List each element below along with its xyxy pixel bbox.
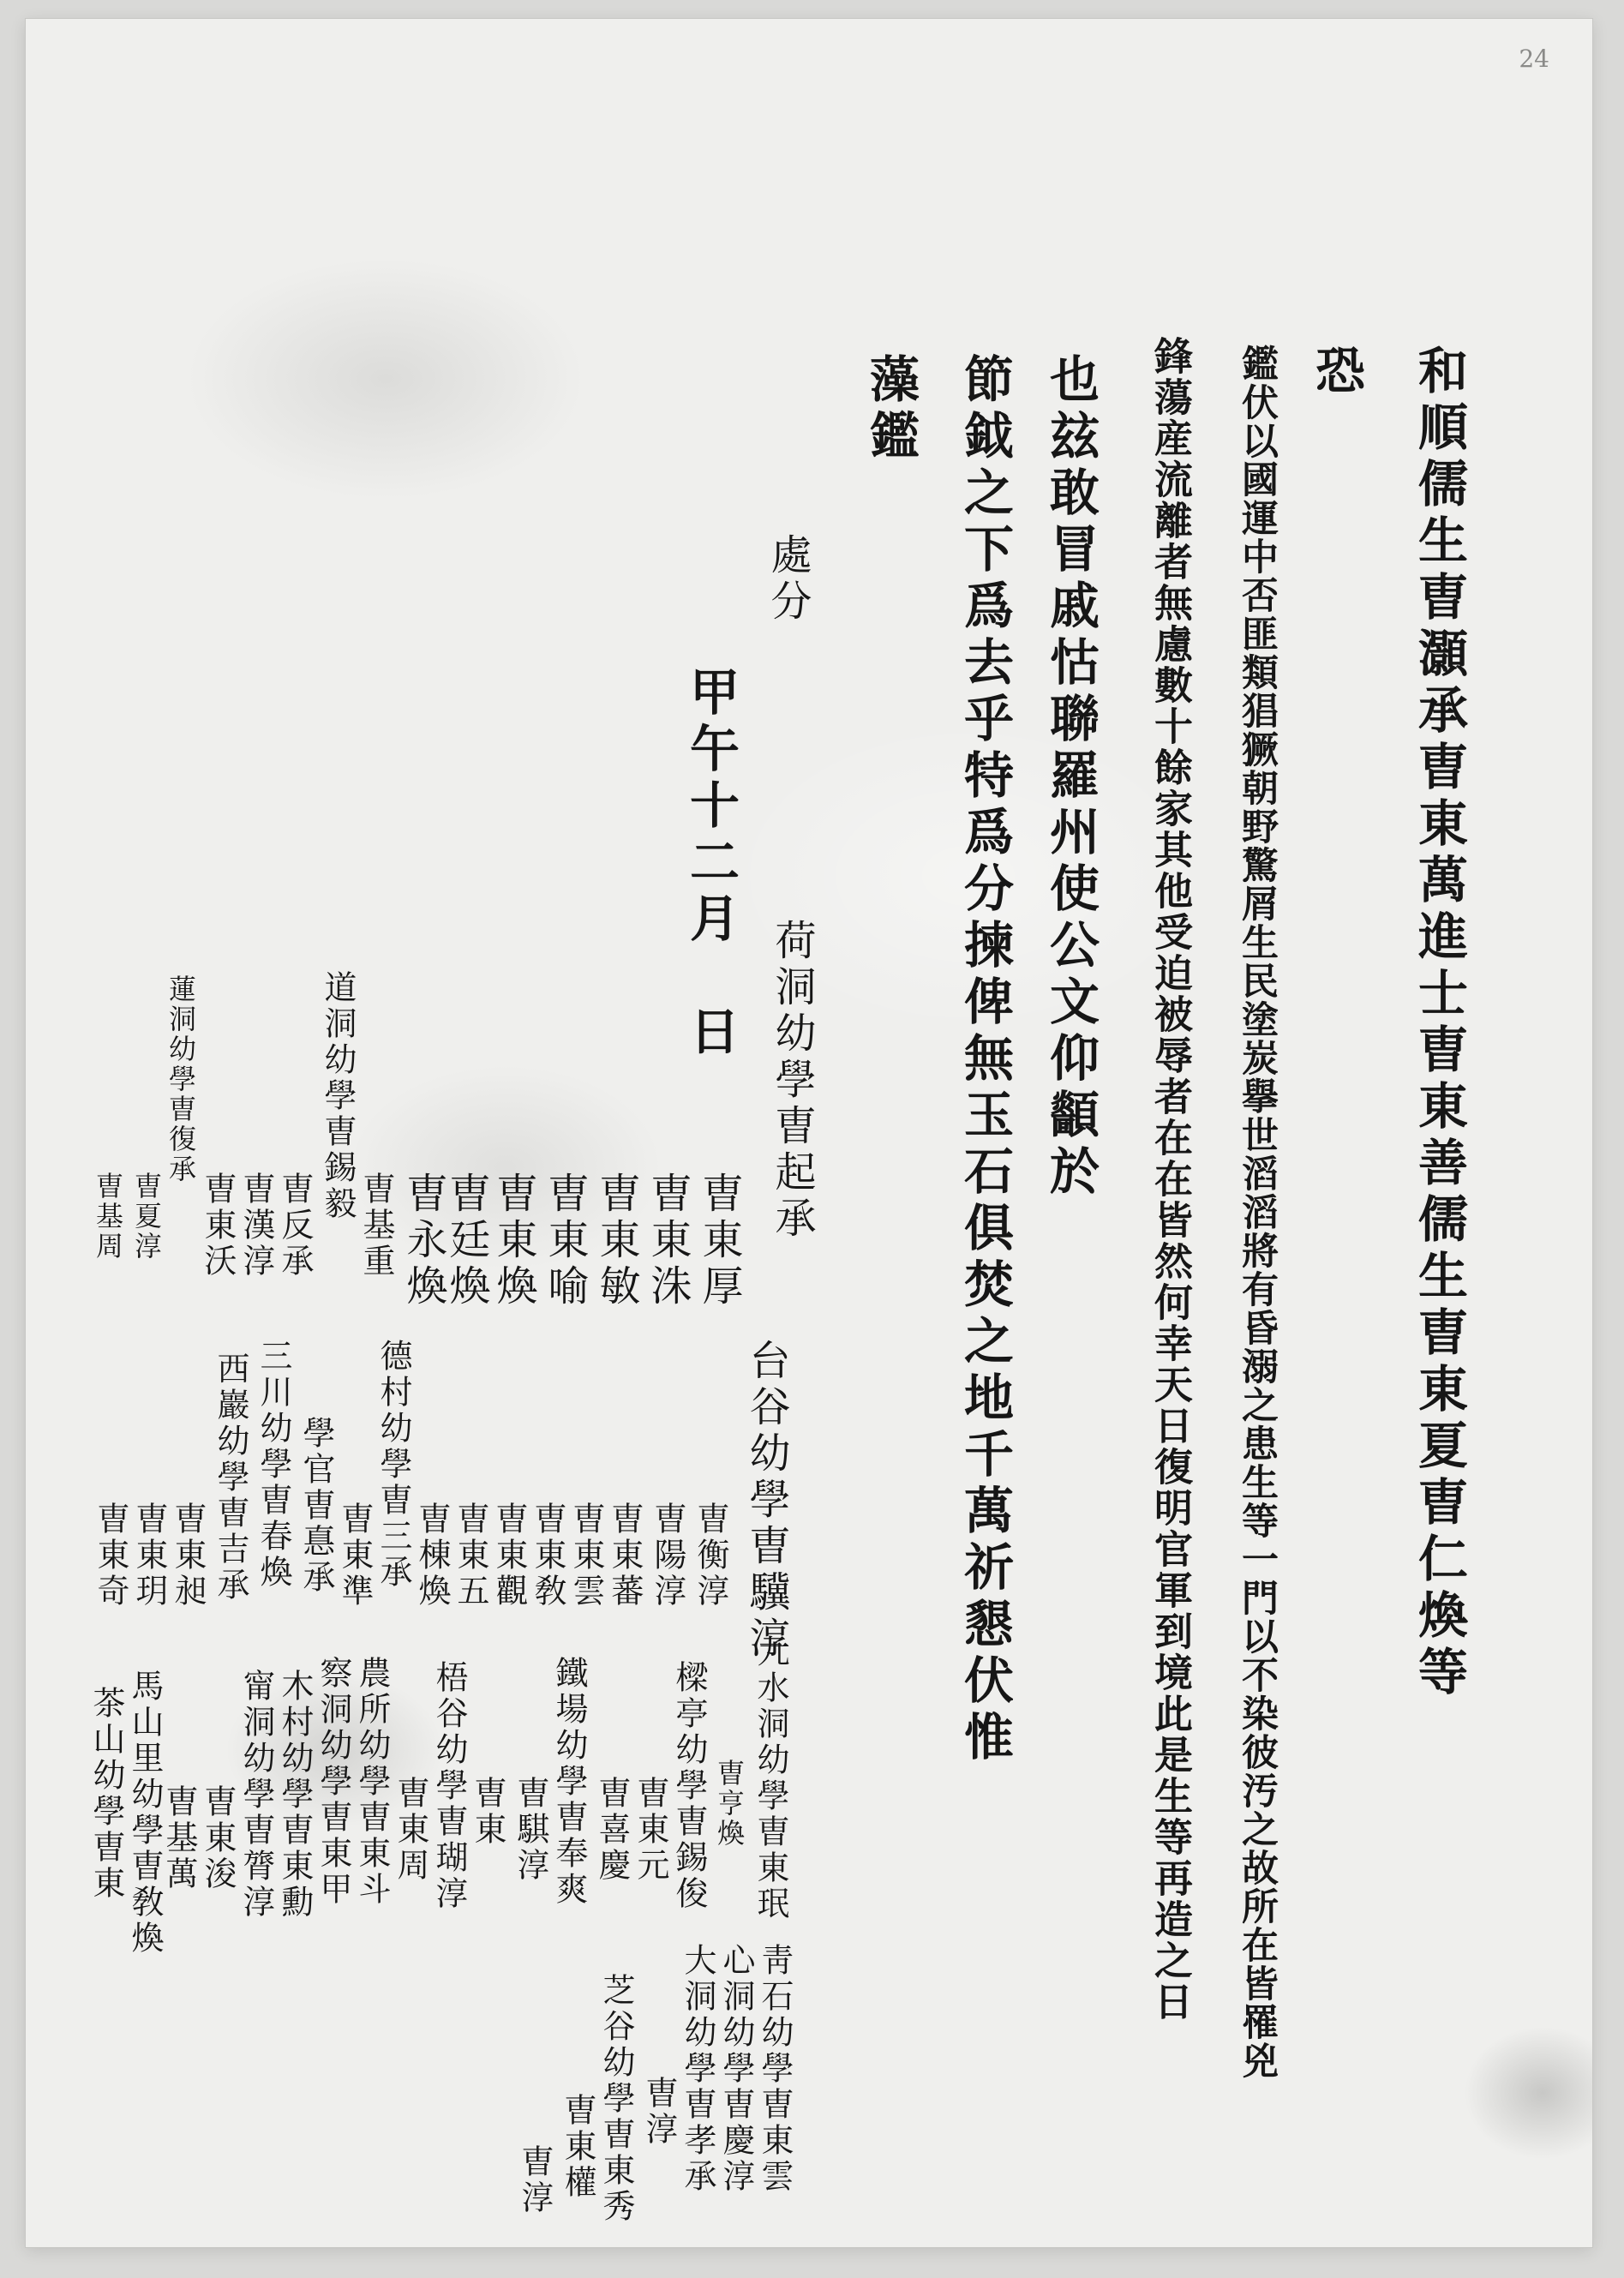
signatory-column: 曺東	[469, 1776, 506, 1848]
signatory-column: 曺騏淳	[512, 1776, 549, 1884]
signatory-column: 曺東權	[559, 2093, 596, 2201]
petition-line-6: 節鉞之下爲去乎特爲分揀俾無玉石俱焚之地千萬祈懇伏惟	[956, 353, 1014, 1767]
signatory-column: 九水洞幼學曺東珉	[752, 1634, 789, 1922]
signatory-column: 曺淳	[516, 2144, 554, 2216]
signatory-column: 曺基萬	[160, 1784, 198, 1892]
signatory-column: 道洞幼學曺錫毅	[319, 970, 357, 1222]
signatory-column: 曺永煥	[399, 1172, 447, 1310]
signatory-column: 曺夏淳	[130, 1172, 163, 1262]
petition-line-1: 和順儒生曺灝承曺東萬進士曺東善儒生曺東夏曺仁煥等	[1410, 345, 1468, 1702]
petition-line-2: 恐	[1307, 345, 1365, 401]
signatory-column: 察洞幼學曺東甲	[315, 1656, 352, 1908]
signatory-column: 曺廷煥	[442, 1172, 490, 1310]
signatory-column: 曺漢淳	[237, 1172, 275, 1280]
signatory-column: 曺東洙	[644, 1172, 692, 1310]
signatory-column: 曺東元	[632, 1776, 669, 1884]
signatory-column: 蓮洞幼學曺復承	[165, 974, 197, 1184]
signatory-column: 曺基重	[357, 1172, 395, 1280]
signatory-column: 曺反承	[276, 1172, 314, 1280]
signatory-column: 曺衡淳	[692, 1502, 729, 1610]
signatory-column: 木村幼學曺東勳	[276, 1669, 314, 1921]
signatory-column: 曺東五	[452, 1502, 489, 1610]
signatory-column: 曺東敎	[529, 1502, 566, 1610]
petition-line-3: 鑑伏以國運中否匪類猖獗朝野驚屑生民塗炭擧世滔滔將有昏溺之患生等一門以不染彼汚之故所在皆罹兇	[1236, 345, 1279, 2080]
signatory-column: 曺東煥	[489, 1172, 537, 1310]
signatory-column: 曺淳	[640, 2076, 678, 2148]
signatory-column: 曺東奇	[92, 1502, 129, 1610]
signatory-column: 曺東蕃	[606, 1502, 644, 1610]
signatory-column: 德村幼學曺三承	[375, 1339, 412, 1591]
petition-line-7: 藻鑑	[861, 353, 920, 466]
signatory-column: 曺喜慶	[593, 1776, 631, 1884]
petition-line-8: 處分	[764, 533, 812, 626]
signatory-column: 靑石幼學曺東雲	[756, 1943, 794, 2195]
signatory-column: 曺東沃	[199, 1172, 237, 1280]
signatory-column: 三川幼學曺春煥	[255, 1339, 292, 1591]
signatory-column: 鐵場幼學曺奉爽	[550, 1656, 588, 1908]
document-date: 甲午十二月 日	[681, 666, 740, 1062]
petition-line-4: 鋒蕩産流離者無慮數十餘家其他受迫被辱者在在皆然何幸天日復明官軍到境此是生等再造之日	[1148, 336, 1193, 2023]
petition-line-5: 也玆敢冒戚怙聯羅州使公文仰顲於	[1041, 353, 1100, 1202]
signatory-column: 學官曺惪承	[297, 1416, 335, 1596]
signatory-column: 曺東觀	[490, 1502, 528, 1610]
signatory-column: 農所幼學曺東斗	[353, 1656, 391, 1908]
signatory-column: 甯洞幼學曺膂淳	[237, 1669, 275, 1921]
signatory-column: 樑亭幼學曺錫俊	[670, 1660, 708, 1912]
signatory-column: 曺東敏	[592, 1172, 640, 1310]
signatory-column: 曺東雲	[567, 1502, 605, 1610]
signatory-column: 曺東厚	[695, 1172, 743, 1310]
signatory-column: 曺基周	[92, 1172, 124, 1262]
document-sheet	[26, 19, 1592, 2247]
signatory-column: 西巖幼學曺吉承	[212, 1352, 249, 1604]
signatory-column: 大洞幼學曺孝承	[679, 1943, 716, 2195]
signatory-column: 曺東喻	[541, 1172, 589, 1310]
signatory-column: 曺東準	[336, 1502, 374, 1610]
folio-number: 24	[1519, 45, 1549, 73]
signatory-column: 曺亨煥	[713, 1759, 746, 1849]
signatory-column: 荷洞幼學曺起承	[768, 919, 816, 1243]
signatory-column: 曺陽淳	[649, 1502, 686, 1610]
signatory-column: 茶山幼學曺東	[87, 1686, 125, 1902]
signatory-column: 芝谷幼學曺東秀	[597, 1973, 635, 2225]
signatory-column: 梧谷幼學曺瑚淳	[430, 1660, 468, 1912]
signatory-column: 曺東周	[392, 1776, 429, 1884]
signatory-column: 馬山里幼學曺敎煥	[126, 1669, 164, 1957]
signatory-column: 台谷幼學曺驥淳	[742, 1339, 790, 1663]
signatory-column: 曺東玥	[130, 1502, 168, 1610]
signatory-column: 心洞幼學曺慶淳	[717, 1943, 755, 2195]
signatory-column: 曺東浚	[199, 1784, 237, 1892]
signatory-column: 曺東昶	[169, 1502, 207, 1610]
signatory-column: 曺棟煥	[413, 1502, 451, 1610]
